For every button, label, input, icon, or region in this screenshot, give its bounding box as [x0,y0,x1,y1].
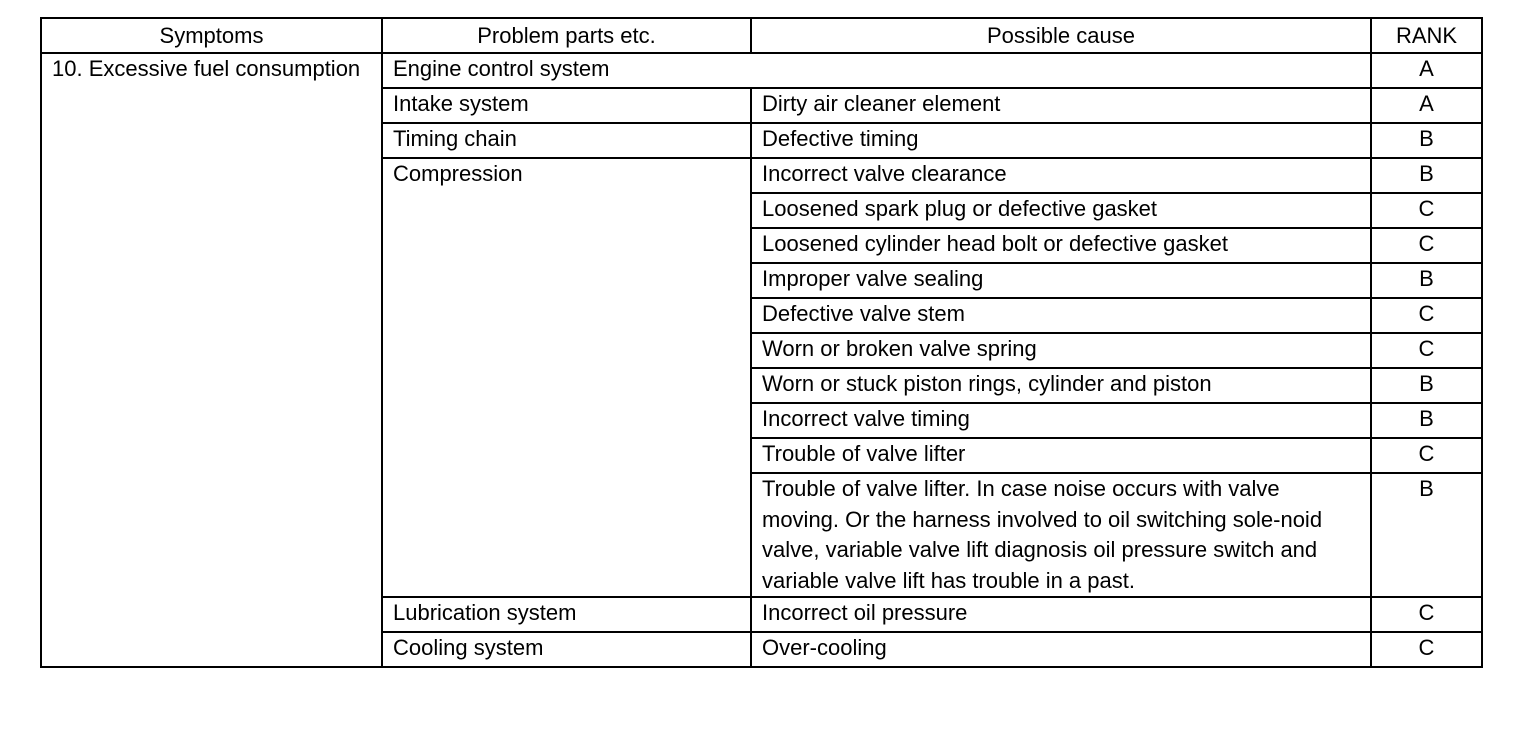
problem-part-cell: Cooling system [382,632,751,667]
rank-cell: B [1371,263,1482,298]
symptom-cell: 10. Excessive fuel consumption [41,53,382,667]
problem-part-cell: Intake system [382,88,751,123]
cause-cell: Trouble of valve lifter [751,438,1371,473]
rank-cell: A [1371,88,1482,123]
rank-cell: B [1371,403,1482,438]
rank-cell: C [1371,438,1482,473]
cause-cell: Over-cooling [751,632,1371,667]
cause-cell: Improper valve sealing [751,263,1371,298]
header-rank: RANK [1371,18,1482,53]
rank-cell: C [1371,193,1482,228]
rank-cell: B [1371,473,1482,597]
rank-cell: A [1371,53,1482,88]
cause-cell: Loosened spark plug or defective gasket [751,193,1371,228]
cause-cell: Incorrect oil pressure [751,597,1371,632]
header-problem-parts: Problem parts etc. [382,18,751,53]
cause-cell: Worn or broken valve spring [751,333,1371,368]
rank-cell: C [1371,597,1482,632]
problem-part-cell: Engine control system [382,53,1371,88]
problem-part-cell: Lubrication system [382,597,751,632]
cause-cell: Defective valve stem [751,298,1371,333]
header-row [41,18,1482,53]
rank-cell: C [1371,333,1482,368]
table-row [41,53,1482,88]
rank-cell: B [1371,123,1482,158]
cause-cell: Worn or stuck piston rings, cylinder and piston [751,368,1371,403]
header-symptoms: Symptoms [41,18,382,53]
cause-cell: Dirty air cleaner element [751,88,1371,123]
rank-cell: B [1371,158,1482,193]
cause-cell: Loosened cylinder head bolt or defective gasket [751,228,1371,263]
header-possible-cause: Possible cause [751,18,1371,53]
rank-cell: C [1371,632,1482,667]
problem-part-cell: Timing chain [382,123,751,158]
cause-cell: Defective timing [751,123,1371,158]
problem-part-cell: Compression [382,158,751,597]
rank-cell: C [1371,228,1482,263]
cause-cell: Incorrect valve clearance [751,158,1371,193]
cause-cell: Incorrect valve timing [751,403,1371,438]
rank-cell: C [1371,298,1482,333]
rank-cell: B [1371,368,1482,403]
diagnosis-table [40,17,1483,668]
cause-cell: Trouble of valve lifter. In case noise occurs with valve moving. Or the harness involved to oil switching sole-noid valve, variable valve lift diagnosis oil pressure switch and variable valve lift has trouble in a past. [751,473,1371,597]
